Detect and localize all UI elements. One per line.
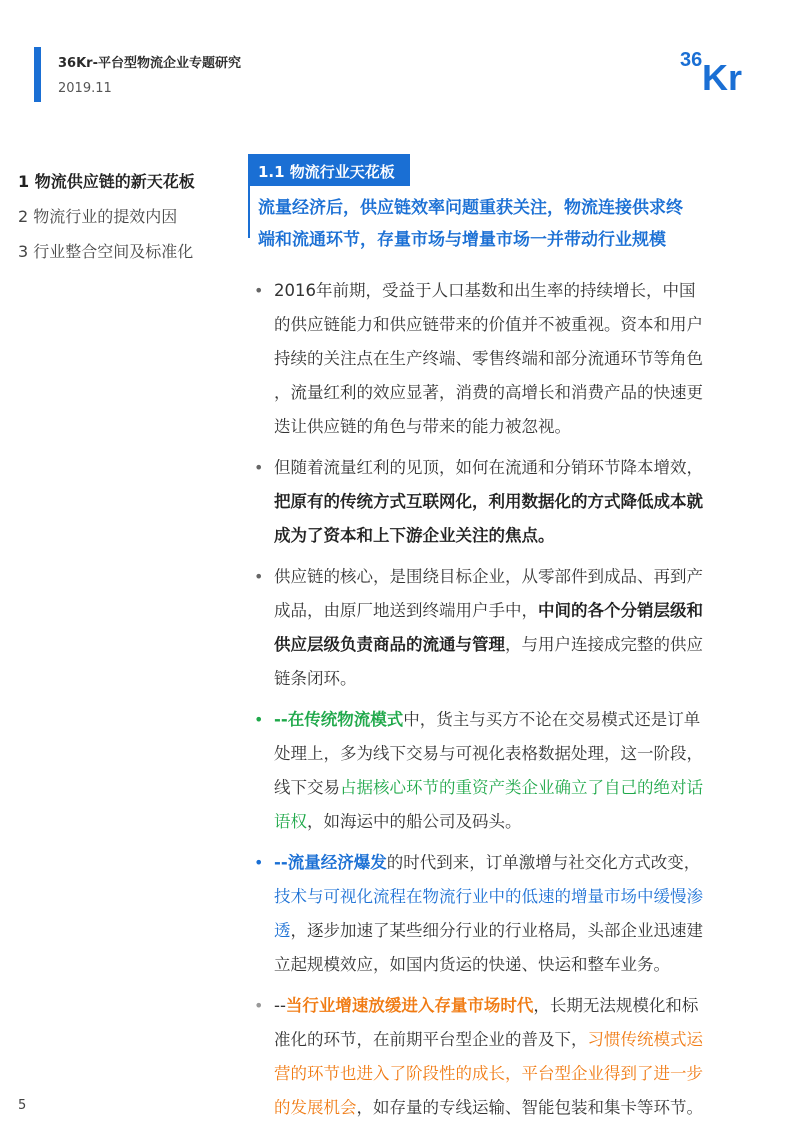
text-run: ，如海运中的船公司及码头。 <box>307 812 522 831</box>
bullet-dot-icon: • <box>254 458 264 477</box>
text-run: ，长期无法规模化和标 <box>533 996 699 1015</box>
highlight-text: 技术与可视化流程在物流行业中的低速的增量市场中缓慢渗 <box>274 887 703 906</box>
bullet-item <box>254 703 774 839</box>
paragraph-line: 迭让供应链的角色与带来的能力被忽视。 <box>274 417 571 436</box>
page-number: 5 <box>18 1098 27 1113</box>
text-run: -- <box>274 996 286 1015</box>
paragraph-line: ，流量红利的效应显著，消费的高增长和消费产品的快速更 <box>274 383 703 402</box>
subtitle-line: 端和流通环节，存量市场与增量市场一并带动行业规模 <box>258 230 666 250</box>
36kr-logo <box>680 44 764 94</box>
paragraph-line <box>274 771 774 805</box>
paragraph-line <box>274 846 774 880</box>
text-run: 成品，由原厂地送到终端用户手中， <box>274 601 538 620</box>
bullet-list <box>254 274 774 1132</box>
emphasis-text: 中间的各个分销层级和 <box>538 601 703 620</box>
bullet-item <box>254 560 774 696</box>
highlight-text: 的发展机会 <box>274 1098 357 1117</box>
bullet-item <box>254 451 774 553</box>
text-run: 线下交易 <box>274 778 340 797</box>
paragraph-line: 处理上，多为线下交易与可视化表格数据处理，这一阶段， <box>274 744 703 763</box>
toc-item-2[interactable]: 2 物流行业的提效内因 <box>18 207 178 226</box>
text-run: ，如存量的专线运输、智能包装和集卡等环节。 <box>356 1098 703 1117</box>
svg-text:Kr: Kr <box>702 57 743 94</box>
bullet-dot-icon: • <box>254 567 264 586</box>
text-run: 中，货主与买方不论在交易模式还是订单 <box>403 710 701 729</box>
paragraph-line <box>274 989 774 1023</box>
highlight-text: 营的环节也进入了阶段性的成长，平台型企业得到了进一步 <box>274 1064 703 1083</box>
paragraph-line: 的供应链能力和供应链带来的价值并不被重视。资本和用户 <box>274 315 703 334</box>
bullet-item <box>254 274 774 444</box>
highlight-text: 语权 <box>274 812 307 831</box>
section-tab: 1.1 物流行业天花板 <box>248 154 410 186</box>
table-of-contents <box>18 164 243 269</box>
paragraph-line <box>274 485 774 519</box>
text-run: ，与用户连接成完整的供应 <box>505 635 703 654</box>
section-subtitle <box>258 192 768 256</box>
bullet-item <box>254 989 774 1125</box>
highlight-text: 透 <box>274 921 291 940</box>
paragraph-line: 2016年前期，受益于人口基数和出生率的持续增长，中国 <box>274 281 696 300</box>
emphasis-text: 把原有的传统方式互联网化，利用数据化的方式降低成本就 <box>274 492 703 511</box>
bullet-dot-icon: • <box>254 710 264 729</box>
bullet-dot-icon: • <box>254 996 264 1015</box>
toc-item-3[interactable]: 3 行业整合空间及标准化 <box>18 242 194 261</box>
text-run: 准化的环节，在前期平台型企业的普及下， <box>274 1030 588 1049</box>
bullet-dot-icon: • <box>254 281 264 300</box>
text-run: 的时代到来，订单激增与社交化方式改变， <box>386 853 701 872</box>
paragraph-line <box>274 703 774 737</box>
bullet-dot-icon: • <box>254 853 264 872</box>
paragraph-line: 链条闭环。 <box>274 669 357 688</box>
paragraph-line <box>274 1057 774 1091</box>
text-run: ，逐步加速了某些细分行业的行业格局，头部企业迅速建 <box>290 921 703 940</box>
paragraph-line: 但随着流量红利的见顶，如何在流通和分销环节降本增效， <box>274 458 703 477</box>
paragraph-line <box>274 628 774 662</box>
paragraph-line <box>274 805 774 839</box>
paragraph-line <box>274 594 774 628</box>
emphasis-text: 成为了资本和上下游企业关注的焦点。 <box>274 526 555 545</box>
paragraph-line <box>274 519 774 553</box>
paragraph-line: 立起规模效应，如国内货运的快递、快运和整车业务。 <box>274 955 670 974</box>
subtitle-line: 流量经济后，供应链效率问题重获关注，物流连接供求终 <box>258 198 683 218</box>
paragraph-line: 持续的关注点在生产终端、零售终端和部分流通环节等角色 <box>274 349 703 368</box>
paragraph-line <box>274 1091 774 1125</box>
bullet-item <box>254 846 774 982</box>
highlight-text: 占据核心环节的重资产类企业确立了自己的绝对话 <box>340 778 703 797</box>
svg-text:36: 36 <box>680 49 703 71</box>
emphasis-text: 当行业增速放缓进入存量市场时代 <box>285 996 534 1015</box>
report-date: 2019.11 <box>58 81 112 96</box>
paragraph-line <box>274 914 774 948</box>
header-accent-bar <box>34 47 41 102</box>
report-title: 36Kr-平台型物流企业专题研究 <box>58 56 241 71</box>
emphasis-text: 供应层级负责商品的流通与管理 <box>274 635 505 654</box>
paragraph-line <box>274 1023 774 1057</box>
paragraph-line: 供应链的核心，是围绕目标企业，从零部件到成品、再到产 <box>274 567 703 586</box>
paragraph-line <box>274 880 774 914</box>
highlight-text: 习惯传统模式运 <box>587 1030 703 1049</box>
emphasis-text: --流量经济爆发 <box>274 853 387 872</box>
emphasis-text: --在传统物流模式 <box>274 710 404 729</box>
toc-item-1[interactable]: 1 物流供应链的新天花板 <box>18 172 195 191</box>
section-accent-line <box>248 186 250 238</box>
